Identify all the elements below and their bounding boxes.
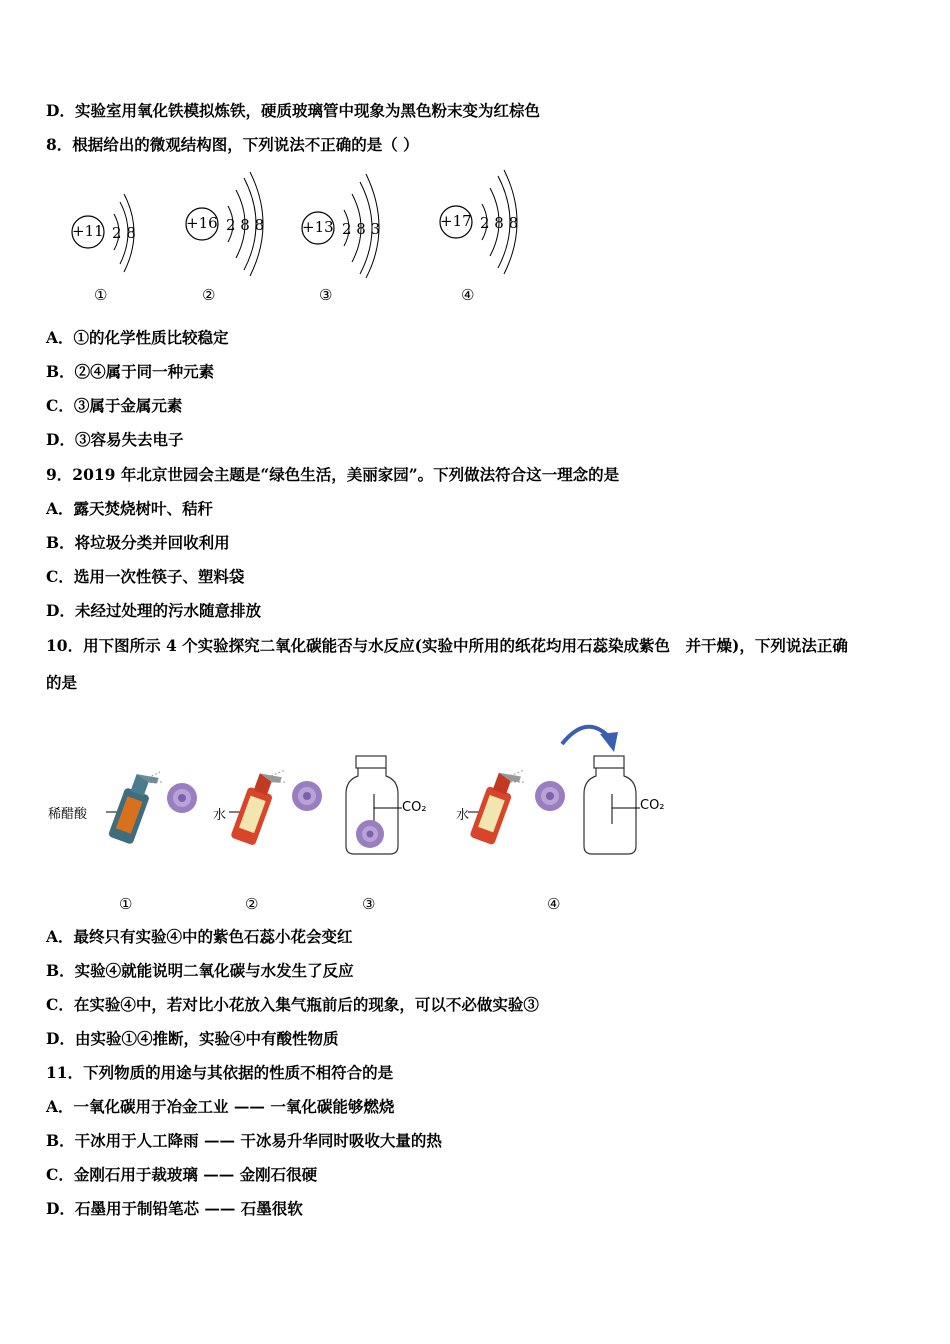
q10-option-c: C．在实验④中，若对比小花放入集气瓶前后的现象，可以不必做实验③: [46, 995, 539, 1014]
q8-option-b: B．②④属于同一种元素: [46, 362, 215, 381]
atom-nucleus-3: +13: [302, 218, 334, 236]
q10-option-a: A．最终只有实验④中的紫色石蕊小花会变红: [46, 927, 353, 946]
atom-shells-4: 2 8 8: [480, 214, 519, 232]
atom-label-1: ①: [94, 286, 108, 304]
exp-label-4: ④: [547, 895, 561, 913]
atom-shells-1: 2 8: [112, 224, 136, 242]
water-label-2: 水: [456, 808, 470, 823]
atom-label-2: ②: [202, 286, 216, 304]
q8-option-a: A．①的化学性质比较稳定: [46, 328, 229, 347]
q9-option-c: C．选用一次性筷子、塑料袋: [46, 567, 245, 586]
q10-option-d: D．由实验①④推断，实验④中有酸性物质: [46, 1029, 339, 1048]
q9-option-d: D．未经过处理的污水随意排放: [46, 601, 261, 620]
co2-label-1: CO₂: [402, 800, 427, 815]
q9-option-a: A．露天焚烧树叶、秸秆: [46, 499, 214, 518]
spray-bottle-1: [100, 760, 210, 855]
q8-option-c: C．③属于金属元素: [46, 396, 183, 415]
water-label-1: 水: [213, 808, 227, 823]
q10-option-b: B．实验④就能说明二氧化碳与水发生了反应: [46, 961, 354, 980]
q7-option-d: D．实验室用氧化铁模拟炼铁，硬质玻璃管中现象为黑色粉末变为红棕色: [46, 101, 540, 120]
exp-label-1: ①: [119, 895, 133, 913]
q8-option-d: D．③容易失去电子: [46, 430, 184, 449]
atom-label-3: ③: [319, 286, 333, 304]
spray-bottle-3: [466, 760, 576, 855]
atom-nucleus-1: +11: [72, 222, 104, 240]
q11-stem: 11．下列物质的用途与其依据的性质不相符合的是: [46, 1063, 394, 1082]
exp-label-3: ③: [362, 895, 376, 913]
atom-nucleus-2: +16: [186, 214, 218, 232]
atom-label-4: ④: [461, 286, 475, 304]
q11-option-b: B．干冰用于人工降雨 —— 干冰易升华同时吸收大量的热: [46, 1131, 442, 1150]
q11-option-a: A．一氧化碳用于冶金工业 —— 一氧化碳能够燃烧: [46, 1097, 395, 1116]
spray-bottle-2: [225, 760, 335, 855]
q10-stem: 10．用下图所示 4 个实验探究二氧化碳能否与水反应(实验中所用的纸花均用石蕊染成紫色 并干燥)，下列说法正确: [46, 636, 848, 655]
q11-option-d: D．石墨用于制铅笔芯 —— 石墨很软: [46, 1199, 303, 1218]
co2-label-2: CO₂: [640, 798, 665, 813]
atom-shells-3: 2 8 3: [342, 220, 381, 238]
acid-label: 稀醋酸: [48, 807, 88, 822]
atom-shells-2: 2 8 8: [226, 216, 265, 234]
q11-option-c: C．金刚石用于裁玻璃 —— 金刚石很硬: [46, 1165, 318, 1184]
q9-stem: 9．2019 年北京世园会主题是“绿色生活，美丽家园”。下列做法符合这一理念的是: [46, 465, 620, 484]
exp-label-2: ②: [245, 895, 259, 913]
q8-stem: 8．根据给出的微观结构图，下列说法不正确的是（ ）: [46, 135, 419, 154]
atom-nucleus-4: +17: [440, 212, 472, 230]
q10-stem-cont: 的是: [46, 673, 78, 692]
q9-option-b: B．将垃圾分类并回收利用: [46, 533, 230, 552]
